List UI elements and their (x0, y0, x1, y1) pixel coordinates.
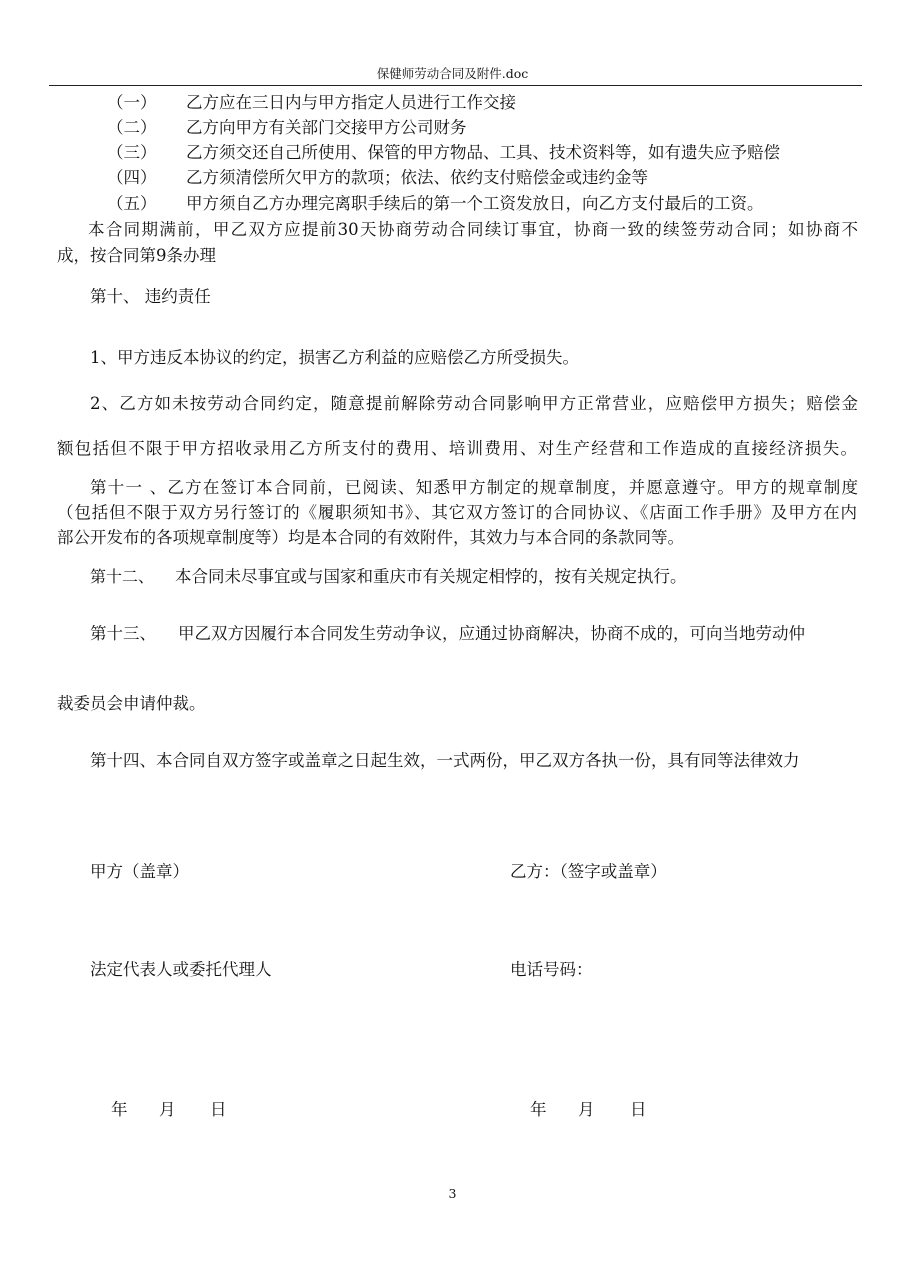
party-b-date-month: 月 (578, 1100, 595, 1119)
article-11-line: （包括但不限于双方另行签订的《履职须知书》、其它双方签订的合同协议、《店面工作手册》及甲方在内 (57, 503, 857, 522)
renewal-paragraph-line: 本合同期满前，甲乙双方应提前30天协商劳动合同续订事宜，协商一致的续签劳动合同；如协商不 (88, 220, 858, 239)
list-item-number: （四） (107, 168, 157, 187)
party-a-date-month: 月 (159, 1100, 176, 1119)
list-item-number: （五） (107, 194, 157, 213)
legal-representative-label: 法定代表人或委托代理人 (90, 960, 272, 979)
party-b-signature-label: 乙方：（签字或盖章） (510, 862, 667, 881)
article-10-heading: 第十、 违约责任 (90, 287, 211, 306)
document-header-title: 保健师劳动合同及附件.doc (376, 66, 529, 81)
list-item-text: 乙方应在三日内与甲方指定人员进行工作交接 (186, 93, 516, 112)
article-10-clause-2-line: 2、乙方如未按劳动合同约定，随意提前解除劳动合同影响甲方正常营业，应赔偿甲方损失；赔偿金 (90, 394, 858, 413)
list-item-number: （二） (107, 118, 157, 137)
article-14: 第十四、本合同自双方签字或盖章之日起生效，一式两份，甲乙双方各执一份，具有同等法律效力 (90, 751, 800, 770)
article-13-line-2: 裁委员会申请仲裁。 (57, 694, 206, 713)
article-11-line: 第十一 、乙方在签订本合同前，已阅读、知悉甲方制定的规章制度，并愿意遵守。甲方的规章制度 (90, 478, 858, 497)
list-item-text: 乙方须清偿所欠甲方的款项；依法、依约支付赔偿金或违约金等 (186, 168, 648, 187)
phone-number-label: 电话号码： (510, 960, 593, 979)
party-a-date-day: 日 (210, 1100, 227, 1119)
article-13-text: 甲乙双方因履行本合同发生劳动争议，应通过协商解决，协商不成的，可向当地劳动仲 (178, 624, 805, 643)
article-12-label: 第十二、 (90, 567, 155, 586)
article-13-label: 第十三、 (90, 624, 156, 643)
party-a-date-year: 年 (111, 1100, 128, 1119)
party-a-seal-label: 甲方（盖章） (90, 862, 189, 881)
list-item-number: （三） (107, 143, 157, 162)
list-item-text: 乙方向甲方有关部门交接甲方公司财务 (186, 118, 467, 137)
page-number: 3 (448, 1186, 457, 1201)
list-item-number: （一） (107, 93, 157, 112)
article-10-clause-1: 1、甲方违反本协议的约定，损害乙方利益的应赔偿乙方所受损失。 (90, 348, 579, 367)
party-b-date-day: 日 (630, 1100, 647, 1119)
article-10-clause-2-line: 额包括但不限于甲方招收录用乙方所支付的费用、培训费用、对生产经营和工作造成的直接经济损失。 (57, 439, 857, 458)
renewal-paragraph-line: 成，按合同第9条办理 (57, 246, 216, 265)
header-divider (49, 85, 862, 86)
party-b-date-year: 年 (530, 1100, 547, 1119)
article-12-text: 本合同未尽事宜或与国家和重庆市有关规定相悖的，按有关规定执行。 (175, 567, 687, 586)
list-item-text: 乙方须交还自己所使用、保管的甲方物品、工具、技术资料等，如有遗失应予赔偿 (186, 143, 780, 162)
article-11-line: 部公开发布的各项规章制度等）均是本合同的有效附件，其效力与本合同的条款同等。 (57, 528, 684, 547)
list-item-text: 甲方须自乙方办理完离职手续后的第一个工资发放日，向乙方支付最后的工资。 (186, 194, 764, 213)
